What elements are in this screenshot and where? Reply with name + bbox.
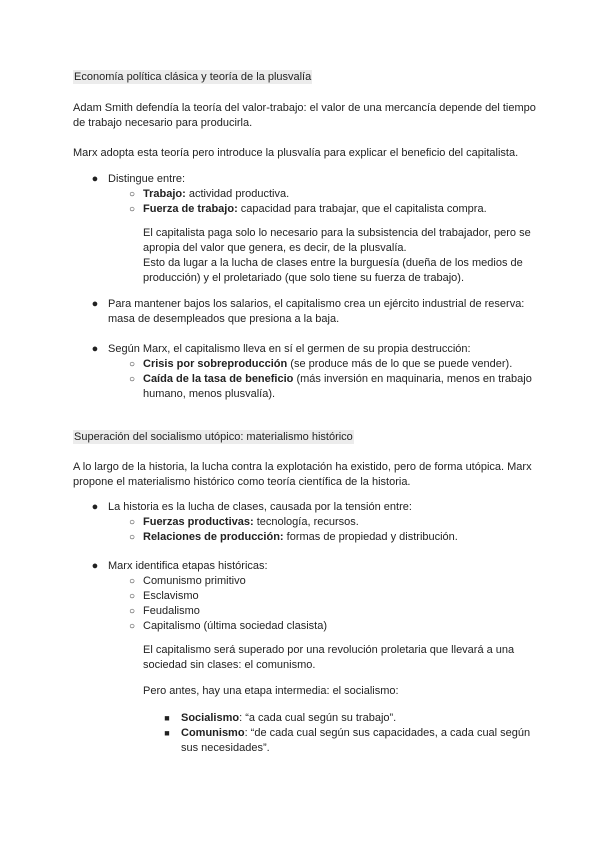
section2-list1 (73, 500, 540, 545)
bullet-icon: ● (91, 501, 99, 513)
circle-bullet-icon: ○ (128, 359, 136, 370)
section2-list2 (73, 559, 540, 634)
list-item: ○ Trabajo: actividad productiva. (73, 187, 540, 202)
section1-para1: Adam Smith defendía la teoría del valor-trabajo: el valor de una mercancía depende del tiempo de trabajo necesario para producirla. (73, 102, 536, 129)
section1-bullet2 (73, 297, 540, 327)
section2-final-list (73, 711, 540, 756)
list-item: ○ Feudalismo (73, 604, 540, 619)
circle-bullet-icon: ○ (128, 374, 136, 385)
list-item: ● Distingue entre: (73, 172, 540, 187)
circle-bullet-icon: ○ (128, 621, 136, 632)
list-item: ○ Fuerzas productivas: tecnología, recursos. (73, 515, 540, 530)
section1-para2: Marx adopta esta teoría pero introduce la plusvalía para explicar el beneficio del capitalista. (73, 147, 519, 159)
section2-para1: A lo largo de la historia, la lucha contra la explotación ha existido, pero de forma utópica. Marx propone el materialismo histórico como teoría científica de la historia. (73, 461, 532, 488)
section2-heading-block (73, 430, 540, 445)
square-bullet-icon: ■ (164, 713, 170, 723)
list-item: ○ Relaciones de producción: formas de propiedad y distribución. (73, 530, 540, 545)
circle-bullet-icon: ○ (128, 204, 136, 215)
bullet-icon: ● (91, 173, 99, 185)
square-bullet-icon: ■ (164, 728, 170, 738)
list-item: ○ Comunismo primitivo (73, 574, 540, 589)
bullet-icon: ● (91, 560, 99, 572)
section1-note1: El capitalista paga solo lo necesario para la subsistencia del trabajador, pero se apropia del valor que genera, es decir, de la plusvalía. (143, 227, 531, 254)
section2-note2: Pero antes, hay una etapa intermedia: el socialismo: (143, 685, 399, 697)
list-item: ○ Esclavismo (73, 589, 540, 604)
list-item: ○ Caída de la tasa de beneficio (más inversión en maquinaria, menos en trabajo humano, menos plusvalía). (73, 372, 540, 402)
section1-note2: Esto da lugar a la lucha de clases entre la burguesía (dueña de los medios de producción) y el proletariado (que solo tiene su fuerza de trabajo). (143, 257, 523, 284)
list-item: ■ Comunismo: “de cada cual según sus capacidades, a cada cual según sus necesidades”. (73, 726, 540, 756)
section1-heading-block (73, 70, 540, 85)
list-item: ● La historia es la lucha de clases, causada por la tensión entre: (73, 500, 540, 515)
list-item: ■ Socialismo: “a cada cual según su trabajo”. (73, 711, 540, 726)
section1-bullet3 (73, 342, 540, 402)
circle-bullet-icon: ○ (128, 606, 136, 617)
bullet-icon: ● (91, 343, 99, 355)
list-item: ○ Crisis por sobreproducción (se produce más de lo que se puede vender). (73, 357, 540, 372)
circle-bullet-icon: ○ (128, 532, 136, 543)
list-item: ● Para mantener bajos los salarios, el capitalismo crea un ejército industrial de reserva: masa de desempleados que presiona a la baja. (73, 297, 540, 327)
section2-heading: Superación del socialismo utópico: materialismo histórico (74, 431, 353, 443)
list-item: ● Según Marx, el capitalismo lleva en sí el germen de su propia destrucción: (73, 342, 540, 357)
section2-note1: El capitalismo será superado por una revolución proletaria que llevará a una sociedad sin clases: el comunismo. (143, 644, 515, 671)
circle-bullet-icon: ○ (128, 591, 136, 602)
list-item: ○ Fuerza de trabajo: capacidad para trabajar, que el capitalista compra. (73, 202, 540, 217)
circle-bullet-icon: ○ (128, 576, 136, 587)
section1-list (73, 172, 540, 217)
list-item: ○ Capitalismo (última sociedad clasista) (73, 619, 540, 634)
list-item: ● Marx identifica etapas históricas: (73, 559, 540, 574)
circle-bullet-icon: ○ (128, 189, 136, 200)
section1-heading: Economía política clásica y teoría de la plusvalía (74, 71, 312, 83)
bullet-icon: ● (91, 298, 99, 310)
circle-bullet-icon: ○ (128, 517, 136, 528)
